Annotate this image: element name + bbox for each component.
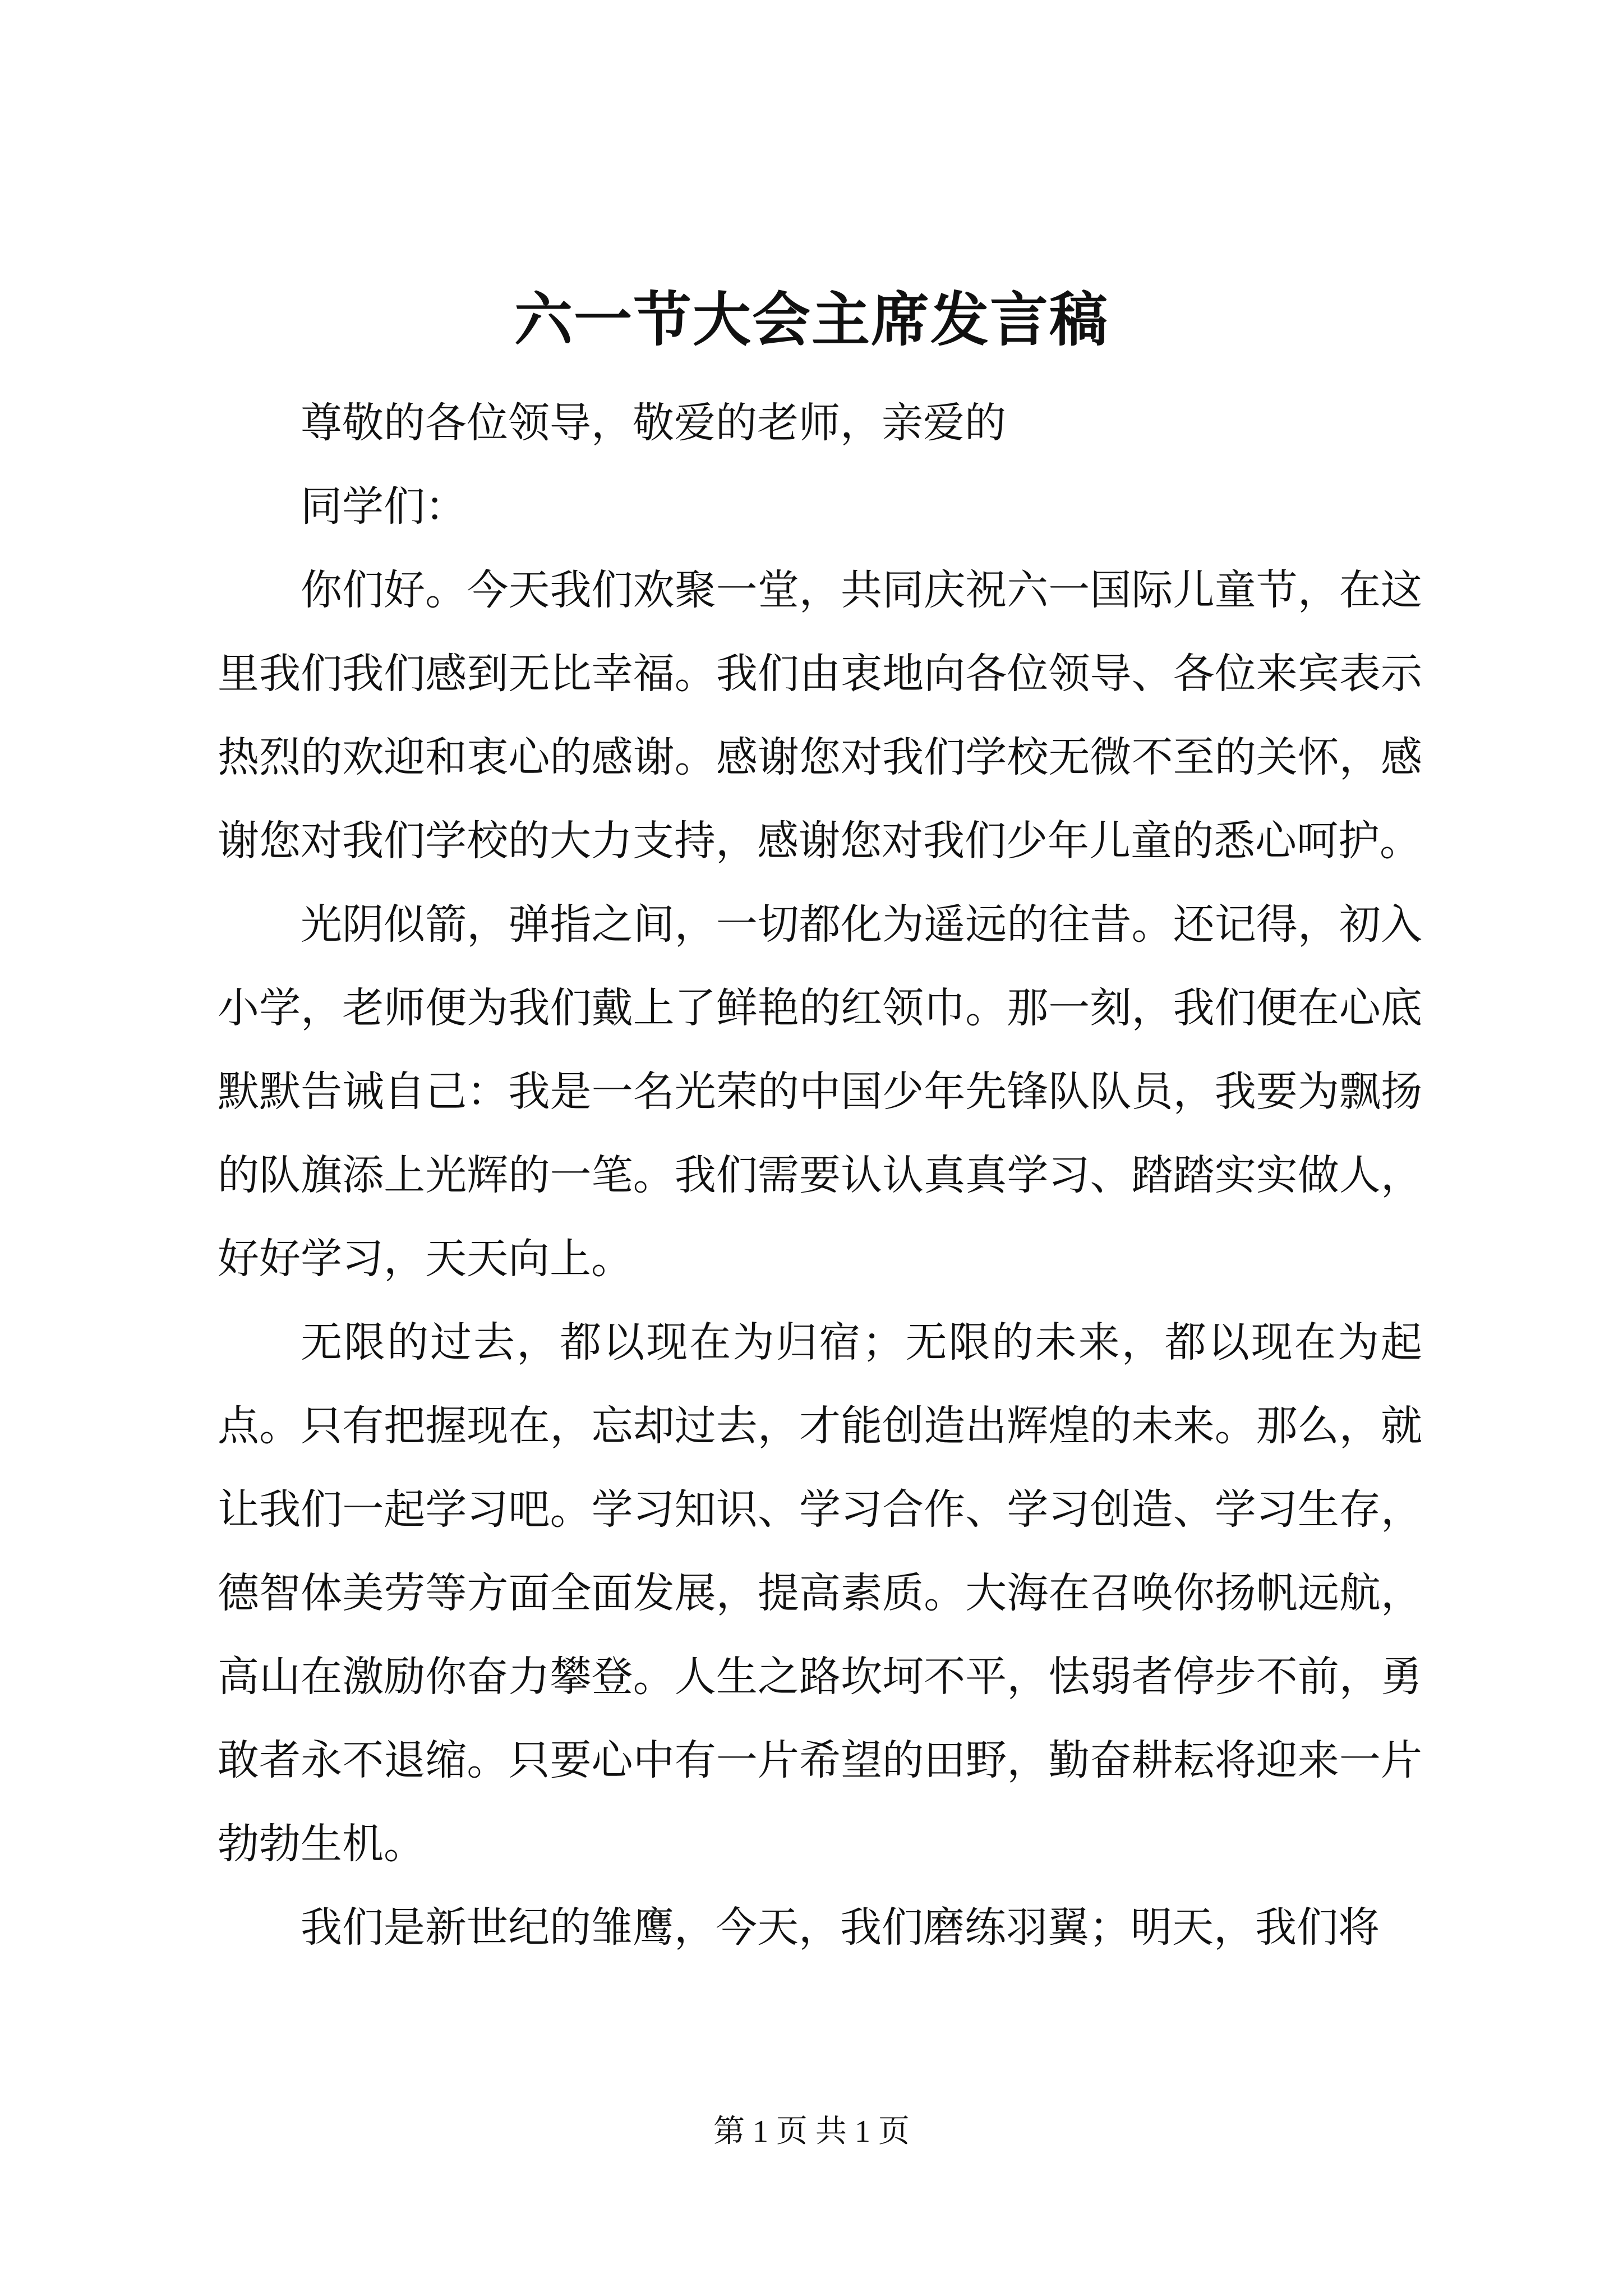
paragraph-future: 无限的过去，都以现在为归宿；无限的未来，都以现在为起点。只有把握现在，忘却过去，才能创造出辉煌的未来。那么，就让我们一起学习吧。学习知识、学习合作、学习创造、学习生存，德智体美劳等方面全面发展，提高素质。大海在召唤你扬帆远航，高山在激励你奋力攀登。人生之路坎坷不平，怯弱者停步不前，勇敢者永不退缩。只要心中有一片希望的田野，勤奋耕耘将迎来一片勃勃生机。 bbox=[218, 1318, 1422, 1868]
paragraph-welcome: 你们好。今天我们欢聚一堂，共同庆祝六一国际儿童节，在这里我们我们感到无比幸福。我们由衷地向各位领导、各位来宾表示热烈的欢迎和衷心的感谢。感谢您对我们学校无微不至的关怀，感谢您对我们学校的大力支持，感谢您对我们少年儿童的悉心呵护。 bbox=[218, 566, 1422, 865]
page-number-label: 第 1 页 共 1 页 bbox=[713, 2114, 910, 2149]
document-title: 六一节大会主席发言稿 bbox=[514, 285, 1109, 354]
paragraph-memories: 光阴似箭，弹指之间，一切都化为遥远的往昔。还记得，初入小学，老师便为我们戴上了鲜艳的红领巾。那一刻，我们便在心底默默告诫自己：我是一名光荣的中国少年先锋队队员，我要为飘扬的队旗添上光辉的一笔。我们需要认认真真学习、踏踏实实做人，好好学习，天天向上。 bbox=[218, 900, 1422, 1283]
paragraph-salutation: 尊敬的各位领导，敬爱的老师，亲爱的 bbox=[301, 399, 1006, 447]
paragraph-salutation-continued: 同学们： bbox=[301, 482, 467, 531]
document-body bbox=[218, 381, 1422, 1970]
page-footer bbox=[0, 2112, 1623, 2151]
paragraph-closing: 我们是新世纪的雏鹰，今天，我们磨练羽翼；明天，我们将 bbox=[301, 1903, 1380, 1952]
